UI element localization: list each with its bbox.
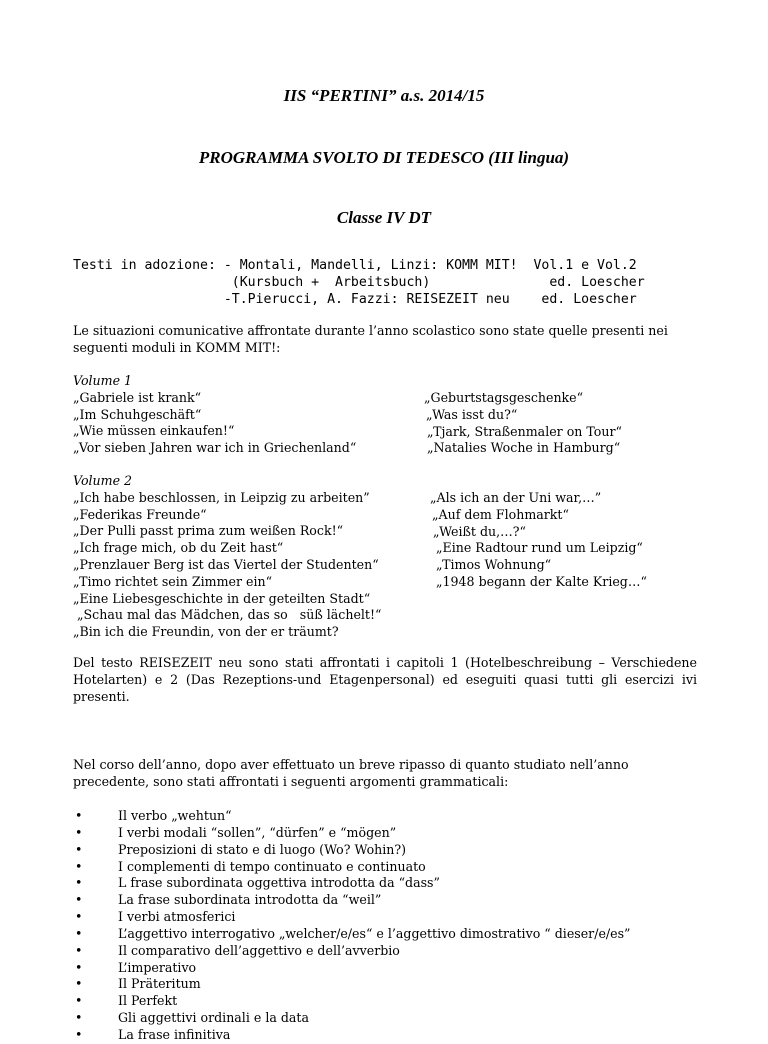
grammar-topic-text: La frase subordinata introdotta da “weil” <box>118 892 382 908</box>
module-item: „Eine Radtour rund um Leipzig“ <box>436 540 643 556</box>
grammar-topic-item <box>73 943 631 960</box>
grammar-topics-list <box>73 808 631 1044</box>
module-item: „Vor sieben Jahren war ich in Griechenland“ <box>73 440 357 456</box>
bullet-icon: • <box>75 942 83 958</box>
school-title: IIS “PERTINI” a.s. 2014/15 <box>283 86 485 105</box>
grammar-topic-item <box>73 993 631 1010</box>
grammar-topic-item <box>73 926 631 943</box>
module-item: „Wie müssen einkaufen!“ <box>73 423 235 439</box>
grammar-topic-item <box>73 892 631 909</box>
grammar-topic-item <box>73 808 631 825</box>
module-item: „Bin ich die Freundin, von der er träumt? <box>73 624 339 640</box>
grammar-topic-text: Il verbo „wehtun“ <box>118 808 232 823</box>
bullet-icon: • <box>75 993 83 1009</box>
grammar-topic-item <box>73 1027 631 1044</box>
volume1-left-column <box>73 373 356 457</box>
bullet-icon: • <box>75 909 83 925</box>
module-item: „Ich frage mich, ob du Zeit hast“ <box>73 540 284 556</box>
bullet-icon: • <box>75 925 83 941</box>
grammar-topic-item <box>73 875 631 892</box>
grammar-topic-text: Il comparativo dell’aggettivo e dell’avverbio <box>118 942 400 958</box>
volume1-right-column <box>424 390 622 457</box>
module-item: „Timo richtet sein Zimmer ein“ <box>73 573 273 589</box>
grammar-topic-item <box>73 909 631 926</box>
module-item: „Tjark, Straßenmaler on Tour“ <box>427 423 622 439</box>
grammar-topic-text: I verbi modali “sollen”, “dürfen” e “mögen” <box>118 824 397 840</box>
grammar-topic-text: L’aggettivo interrogativo „welcher/e/es“ e l’aggettivo dimostrativo “ dieser/e/es” <box>118 925 631 941</box>
module-item: „Timos Wohnung“ <box>436 557 552 573</box>
grammar-topic-text: I complementi di tempo continuato e continuato <box>118 858 426 874</box>
grammar-topic-text: L’imperativo <box>118 959 197 975</box>
module-item: „Prenzlauer Berg ist das Viertel der Studenten“ <box>73 556 379 572</box>
module-item: „Der Pulli passt prima zum weißen Rock!“ <box>73 523 344 539</box>
volume2-left-column <box>73 473 381 641</box>
bullet-icon: • <box>75 959 83 975</box>
volume2-label: Volume 2 <box>73 473 133 488</box>
bullet-icon: • <box>75 892 83 908</box>
module-item: „Was isst du?“ <box>426 406 518 422</box>
bullet-icon: • <box>75 1010 83 1026</box>
textbooks-line-1: Testi in adozione: - Montali, Mandelli, Linzi: KOMM MIT! Vol.1 e Vol.2 <box>73 258 637 273</box>
module-item: „Schau mal das Mädchen, das so süß lächelt!“ <box>73 607 382 623</box>
grammar-topic-text: Il Perfekt <box>118 993 178 1009</box>
class-title: Classe IV DT <box>336 208 432 227</box>
module-item: „Eine Liebesgeschichte in der geteilten Stadt“ <box>73 590 371 606</box>
volume1-label: Volume 1 <box>73 373 133 388</box>
module-item: „Gabriele ist krank“ <box>73 389 202 405</box>
grammar-topic-item <box>73 859 631 876</box>
volume2-right-column <box>430 490 647 591</box>
bullet-icon: • <box>75 824 83 840</box>
grammar-topic-item <box>73 1010 631 1027</box>
module-item: „Geburtstagsgeschenke“ <box>424 390 584 405</box>
textbooks-line-2: (Kursbuch + Arbeitsbuch) ed. Loescher <box>73 275 645 290</box>
reisezeit-text: Del testo REISEZEIT neu sono stati affrontati i capitoli 1 (Hotelbeschreibung – Verschiedene Hotelarten) e 2 (Das Rezeptions-und Etagenpersonal) ed eseguiti quasi tutti gli esercizi ivi presenti. <box>73 655 697 704</box>
grammar-topic-text: L frase subordinata oggettiva introdotta da “dass” <box>118 875 440 891</box>
bullet-icon: • <box>75 858 83 874</box>
module-item: „Ich habe beschlossen, in Leipzig zu arbeiten” <box>73 489 370 505</box>
module-item: „Im Schuhgeschäft“ <box>73 406 202 422</box>
module-item: „1948 begann der Kalte Krieg…“ <box>436 573 647 589</box>
grammar-topic-text: I verbi atmosferici <box>118 909 236 925</box>
grammar-topic-item <box>73 976 631 993</box>
grammar-topic-item <box>73 825 631 842</box>
grammar-topic-text: Il Präteritum <box>118 976 201 992</box>
bullet-icon: • <box>75 1026 83 1042</box>
grammar-intro-paragraph: Nel corso dell’anno, dopo aver effettuato un breve ripasso di quanto studiato nell’anno precedente, sono stati affrontati i seguenti argomenti grammaticali: <box>73 757 629 789</box>
grammar-topic-text: La frase infinitiva <box>118 1026 231 1042</box>
module-item: „Auf dem Flohmarkt“ <box>432 506 569 522</box>
textbooks-line-3: -T.Pierucci, A. Fazzi: REISEZEIT neu ed. Loescher <box>73 292 637 307</box>
module-item: „Weißt du,…?“ <box>433 523 526 539</box>
bullet-icon: • <box>75 841 83 857</box>
bullet-icon: • <box>75 808 83 823</box>
grammar-topic-text: Preposizioni di stato e di luogo (Wo? Wohin?) <box>118 841 407 857</box>
intro-paragraph: Le situazioni comunicative affrontate durante l’anno scolastico sono state quelle presenti nei seguenti moduli in KOMM MIT!: <box>73 323 668 355</box>
program-title: PROGRAMMA SVOLTO DI TEDESCO (III lingua) <box>198 148 570 167</box>
bullet-icon: • <box>75 875 83 891</box>
grammar-topic-item <box>73 960 631 977</box>
bullet-icon: • <box>75 976 83 992</box>
module-item: „Natalies Woche in Hamburg“ <box>427 440 621 456</box>
module-item: „Als ich an der Uni war,…” <box>430 490 602 505</box>
grammar-topic-item <box>73 842 631 859</box>
grammar-topic-text: Gli aggettivi ordinali e la data <box>118 1010 310 1026</box>
module-item: „Federikas Freunde“ <box>73 506 207 522</box>
